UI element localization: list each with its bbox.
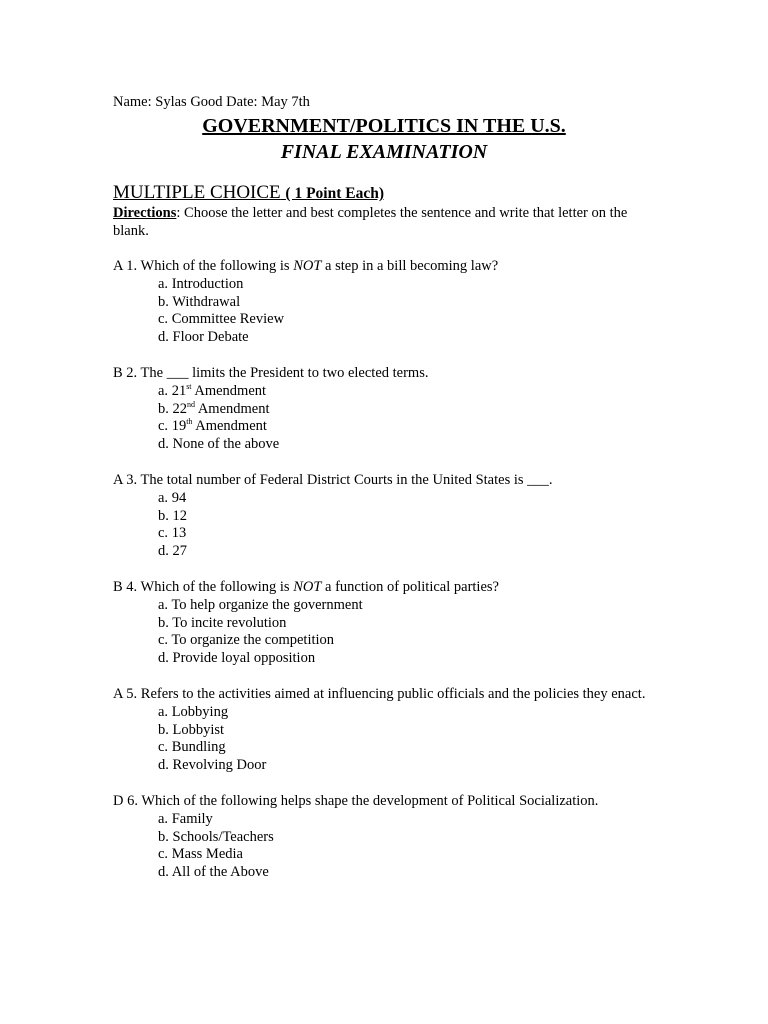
answer-letter: A (113, 258, 123, 274)
option (158, 739, 658, 757)
answer-letter: A (113, 685, 123, 702)
option-text-after: Amendment (192, 418, 267, 435)
option (158, 829, 658, 847)
stem-text: Which of the following is (140, 258, 294, 274)
option-text: Bundling (171, 739, 226, 756)
option-letter: b. (158, 400, 169, 417)
section-heading (113, 182, 384, 204)
option-list (113, 383, 658, 454)
option (158, 294, 658, 312)
stem-text-after: a step in a bill becoming law? (321, 258, 499, 274)
answer-letter: A (113, 471, 123, 488)
option-letter: c. (158, 739, 169, 756)
directions-text: : Choose the letter and best completes the sentence and write that letter on the blank. (113, 205, 628, 239)
answer-letter: B (113, 578, 123, 595)
question-5 (113, 686, 658, 775)
option (158, 615, 658, 633)
option (158, 543, 658, 561)
stem-text: Refers to the activities aimed at influencing public officials and the policies they enact. (140, 685, 646, 702)
option-text: Lobbyist (172, 721, 225, 738)
option (158, 525, 658, 543)
option-list (113, 811, 658, 882)
option-list (113, 490, 658, 561)
option (158, 811, 658, 829)
question-number: 4. (126, 578, 138, 595)
question-number: 2. (126, 364, 138, 381)
option (158, 757, 658, 775)
option-letter: d. (158, 436, 169, 453)
question-stem (113, 472, 658, 490)
option-text-after: Amendment (191, 382, 267, 399)
exam-subtitle: FINAL EXAMINATION (280, 141, 488, 163)
option-text: None of the above (172, 436, 280, 453)
ordinal-suffix: th (186, 417, 193, 427)
question-number: 3. (126, 471, 138, 488)
option-text: Revolving Door (172, 757, 267, 774)
option (158, 490, 658, 508)
option (158, 846, 658, 864)
option-letter: b. (158, 507, 169, 524)
option-letter: c. (158, 311, 169, 328)
option-letter: a. (158, 382, 169, 399)
option-text: 19 (171, 418, 187, 435)
option-letter: c. (158, 418, 169, 435)
option-letter: a. (158, 275, 169, 292)
option (158, 436, 658, 454)
option (158, 632, 658, 650)
option (158, 311, 658, 329)
question-stem (113, 365, 658, 383)
question-3 (113, 472, 658, 561)
option-text: To incite revolution (172, 614, 287, 631)
question-stem (113, 579, 658, 597)
option (158, 508, 658, 526)
option (158, 329, 658, 347)
option-text: To organize the competition (171, 632, 335, 649)
question-stem (113, 686, 658, 704)
option (158, 704, 658, 722)
option-text: Committee Review (171, 311, 285, 328)
option-text: 21 (171, 382, 187, 399)
option-text: Mass Media (171, 846, 243, 863)
option-letter: c. (158, 846, 169, 863)
question-4 (113, 579, 658, 668)
option (158, 383, 658, 401)
ordinal-suffix: st (186, 381, 192, 391)
question-number: 5. (126, 685, 138, 702)
option-text: Lobbying (171, 703, 229, 720)
option-text: Introduction (171, 275, 244, 292)
option (158, 722, 658, 740)
option-letter: b. (158, 721, 169, 738)
question-number: 6. (127, 792, 138, 809)
option-letter: d. (158, 650, 169, 667)
question-stem (113, 793, 658, 811)
option (158, 650, 658, 668)
option-text: 27 (172, 543, 187, 560)
option-text: Provide loyal opposition (172, 650, 316, 667)
option-text-after: Amendment (195, 400, 270, 417)
option-text: Schools/Teachers (172, 828, 274, 845)
stem-text: The total number of Federal District Courts in the United States is ___. (140, 471, 553, 488)
option-letter: d. (158, 757, 169, 774)
option-letter: a. (158, 489, 169, 506)
option-letter: d. (158, 864, 169, 881)
stem-text: The ___ limits the President to two elected terms. (140, 364, 429, 381)
option-text: All of the Above (171, 864, 269, 881)
question-6 (113, 793, 658, 882)
option-text: 12 (172, 507, 187, 524)
option-letter: a. (158, 596, 169, 613)
option-text: Floor Debate (172, 329, 249, 346)
name-date-line: Name: Sylas Good Date: May 7th (113, 94, 310, 110)
question-stem (113, 258, 658, 276)
option-list (113, 276, 658, 347)
option-letter: a. (158, 810, 169, 827)
option-letter: d. (158, 329, 169, 346)
option-letter: b. (158, 828, 169, 845)
stem-text: Which of the following helps shape the development of Political Socialization. (141, 792, 599, 809)
stem-text: Which of the following is (140, 578, 294, 595)
option-text: 13 (171, 525, 187, 542)
option (158, 276, 658, 294)
option-letter: d. (158, 543, 169, 560)
question-list (113, 258, 658, 900)
answer-letter: D (113, 792, 124, 809)
option-text: To help organize the government (171, 596, 363, 613)
option-letter: c. (158, 632, 169, 649)
stem-emphasis: NOT (293, 578, 322, 595)
option (158, 864, 658, 882)
ordinal-suffix: nd (187, 399, 195, 409)
option (158, 418, 658, 436)
option-text: Family (171, 810, 213, 827)
exam-title: GOVERNMENT/POLITICS IN THE U.S. (202, 115, 566, 137)
stem-text-after: a function of political parties? (321, 578, 499, 595)
option-list (113, 597, 658, 668)
option-text: 94 (171, 489, 187, 506)
option (158, 597, 658, 615)
question-number: 1. (126, 258, 138, 274)
stem-emphasis: NOT (293, 258, 322, 274)
directions (113, 204, 658, 240)
option-list (113, 704, 658, 775)
option-text: Withdrawal (172, 293, 241, 310)
answer-letter: B (113, 364, 123, 381)
section-heading-label: MULTIPLE CHOICE (113, 182, 281, 203)
section-points: ( 1 Point Each) (285, 185, 385, 202)
option-letter: b. (158, 614, 169, 631)
option-letter: a. (158, 703, 169, 720)
question-1 (113, 258, 658, 347)
directions-label: Directions (113, 205, 177, 221)
option-letter: b. (158, 293, 169, 310)
option-text: 22 (172, 400, 187, 417)
option (158, 401, 658, 419)
option-letter: c. (158, 525, 169, 542)
question-2 (113, 365, 658, 454)
